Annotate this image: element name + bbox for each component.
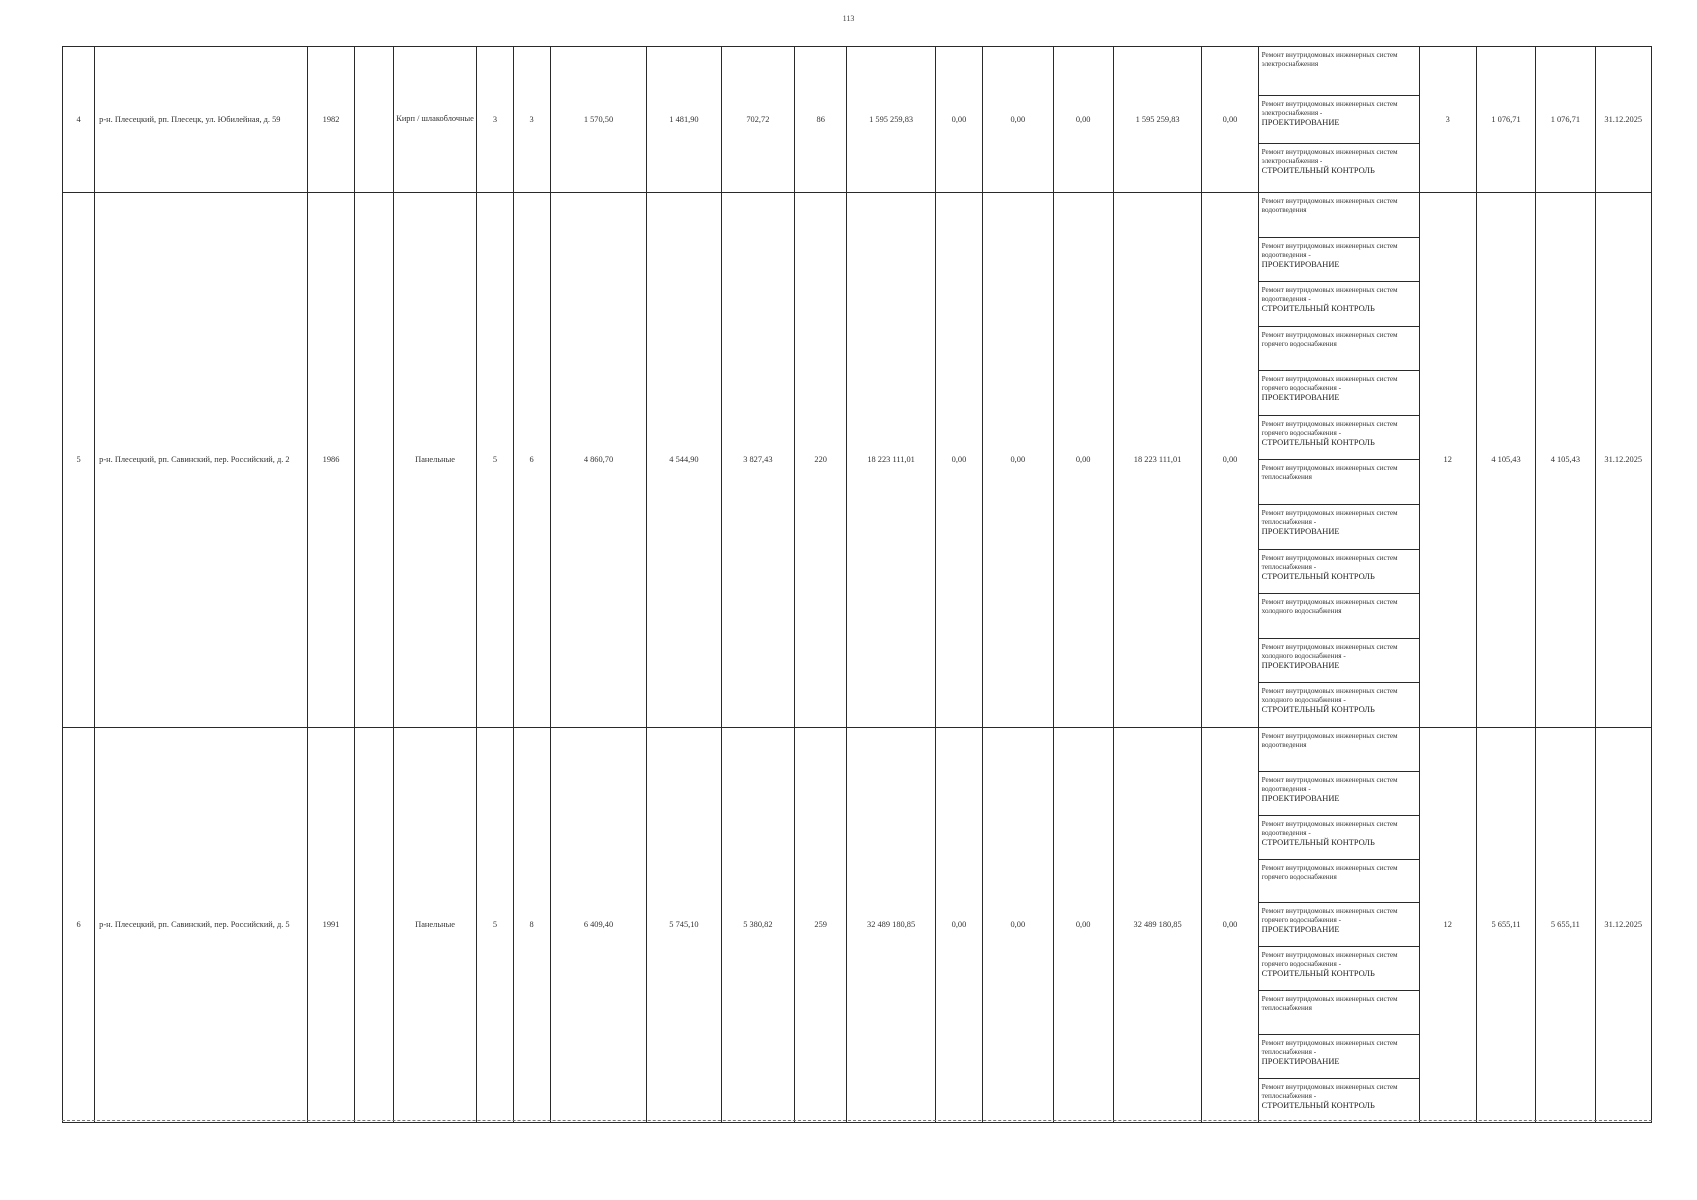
repair-work-text: Ремонт внутридомовых инженерных систем горячего водоснабжения	[1261, 863, 1398, 881]
repair-work-text: Ремонт внутридомовых инженерных систем горячего водоснабжения -	[1261, 951, 1398, 969]
works-count: 12	[1419, 192, 1476, 727]
capital-repair-register-table	[62, 46, 1652, 1123]
repair-work-stage: СТРОИТЕЛЬНЫЙ КОНТРОЛЬ	[1261, 969, 1375, 979]
cost-local: 0,00	[1053, 727, 1113, 1122]
wall-material: Кирп / шлакоблочные	[393, 47, 476, 193]
repair-work-stage: ПРОЕКТИРОВАНИЕ	[1261, 527, 1340, 537]
repair-work-item	[1258, 1035, 1419, 1079]
address: р-н. Плесецкий, рп. Плесецк, ул. Юбилейная, д. 59	[95, 47, 308, 193]
row-number: 5	[63, 192, 95, 727]
table-row	[63, 727, 1652, 771]
repair-work-stage: СТРОИТЕЛЬНЫЙ КОНТРОЛЬ	[1261, 437, 1375, 447]
cost-other: 0,00	[1202, 727, 1258, 1122]
unit-cost-max: 5 655,11	[1536, 727, 1595, 1122]
table-row	[63, 192, 1652, 237]
floors-count: 3	[477, 47, 513, 193]
residents-count: 259	[795, 727, 847, 1122]
repair-work-stage: ПРОЕКТИРОВАНИЕ	[1261, 117, 1340, 127]
repair-work-item	[1258, 683, 1419, 728]
last-repair-year	[354, 192, 393, 727]
repair-work-text: Ремонт внутридомовых инженерных систем горячего водоснабжения -	[1261, 419, 1398, 437]
repair-work-item	[1258, 47, 1419, 96]
table-row	[63, 47, 1652, 96]
row-number: 4	[63, 47, 95, 193]
cost-other: 0,00	[1202, 47, 1258, 193]
last-repair-year	[354, 47, 393, 193]
page-cut-edge	[62, 1120, 1652, 1122]
repair-work-stage: ПРОЕКТИРОВАНИЕ	[1261, 660, 1340, 670]
repair-work-item	[1258, 991, 1419, 1035]
unit-cost-max: 1 076,71	[1536, 47, 1595, 193]
repair-work-item	[1258, 237, 1419, 282]
cost-owners: 1 595 259,83	[1113, 47, 1202, 193]
repair-work-text: Ремонт внутридомовых инженерных систем горячего водоснабжения	[1261, 330, 1398, 348]
repair-work-item	[1258, 727, 1419, 771]
unit-cost: 1 076,71	[1476, 47, 1535, 193]
living-area: 4 544,90	[647, 192, 721, 727]
wall-material: Панельные	[393, 727, 476, 1122]
entrances-count: 3	[513, 47, 550, 193]
construction-year: 1986	[308, 192, 354, 727]
repair-work-item	[1258, 771, 1419, 815]
address: р-н. Плесецкий, рп. Савинский, пер. Российский, д. 2	[95, 192, 308, 727]
repair-work-item	[1258, 549, 1419, 594]
cost-total: 32 489 180,85	[847, 727, 936, 1122]
repair-work-text: Ремонт внутридомовых инженерных систем холодного водоснабжения -	[1261, 642, 1398, 660]
repair-work-text: Ремонт внутридомовых инженерных систем водоотведения -	[1261, 286, 1398, 304]
residents-count: 86	[795, 47, 847, 193]
repair-work-item	[1258, 192, 1419, 237]
cost-local: 0,00	[1053, 192, 1113, 727]
owned-area: 702,72	[721, 47, 794, 193]
repair-work-item	[1258, 505, 1419, 550]
repair-work-text: Ремонт внутридомовых инженерных систем водоотведения -	[1261, 775, 1398, 793]
repair-work-text: Ремонт внутридомовых инженерных систем теплоснабжения -	[1261, 1082, 1398, 1100]
address: р-н. Плесецкий, рп. Савинский, пер. Российский, д. 5	[95, 727, 308, 1122]
cost-fund: 0,00	[935, 47, 982, 193]
repair-work-stage: ПРОЕКТИРОВАНИЕ	[1261, 793, 1340, 803]
wall-material: Панельные	[393, 192, 476, 727]
repair-work-text: Ремонт внутридомовых инженерных систем водоотведения -	[1261, 241, 1398, 259]
repair-work-text: Ремонт внутридомовых инженерных систем электроснабжения -	[1261, 99, 1398, 117]
repair-work-text: Ремонт внутридомовых инженерных систем водоотведения -	[1261, 819, 1398, 837]
deadline-date: 31.12.2025	[1595, 192, 1651, 727]
repair-work-text: Ремонт внутридомовых инженерных систем теплоснабжения	[1261, 464, 1398, 482]
repair-work-stage: СТРОИТЕЛЬНЫЙ КОНТРОЛЬ	[1261, 166, 1375, 176]
residents-count: 220	[795, 192, 847, 727]
cost-region: 0,00	[983, 192, 1053, 727]
unit-cost-max: 4 105,43	[1536, 192, 1595, 727]
living-area: 1 481,90	[647, 47, 721, 193]
total-area: 4 860,70	[550, 192, 647, 727]
repair-work-stage: ПРОЕКТИРОВАНИЕ	[1261, 393, 1340, 403]
row-number: 6	[63, 727, 95, 1122]
repair-work-stage: ПРОЕКТИРОВАНИЕ	[1261, 259, 1340, 269]
owned-area: 5 380,82	[721, 727, 794, 1122]
cost-total: 1 595 259,83	[847, 47, 936, 193]
floors-count: 5	[477, 727, 513, 1122]
repair-work-item	[1258, 282, 1419, 327]
construction-year: 1991	[308, 727, 354, 1122]
repair-work-item	[1258, 947, 1419, 991]
cost-fund: 0,00	[935, 727, 982, 1122]
cost-fund: 0,00	[935, 192, 982, 727]
repair-work-text: Ремонт внутридомовых инженерных систем горячего водоснабжения -	[1261, 907, 1398, 925]
repair-work-stage: ПРОЕКТИРОВАНИЕ	[1261, 1057, 1340, 1067]
repair-work-text: Ремонт внутридомовых инженерных систем электроснабжения	[1261, 51, 1398, 68]
repair-work-item	[1258, 859, 1419, 903]
repair-work-stage: СТРОИТЕЛЬНЫЙ КОНТРОЛЬ	[1261, 304, 1375, 314]
entrances-count: 6	[513, 192, 550, 727]
repair-work-stage: ПРОЕКТИРОВАНИЕ	[1261, 925, 1340, 935]
repair-work-item	[1258, 326, 1419, 371]
repair-work-text: Ремонт внутридомовых инженерных систем холодного водоснабжения -	[1261, 687, 1398, 705]
construction-year: 1982	[308, 47, 354, 193]
repair-work-item	[1258, 903, 1419, 947]
page-number: 113	[842, 14, 855, 23]
floors-count: 5	[477, 192, 513, 727]
total-area: 6 409,40	[550, 727, 647, 1122]
repair-work-text: Ремонт внутридомовых инженерных систем теплоснабжения	[1261, 995, 1398, 1013]
cost-region: 0,00	[983, 47, 1053, 193]
repair-work-text: Ремонт внутридомовых инженерных систем теплоснабжения -	[1261, 553, 1398, 571]
repair-work-stage: СТРОИТЕЛЬНЫЙ КОНТРОЛЬ	[1261, 571, 1375, 581]
total-area: 1 570,50	[550, 47, 647, 193]
cost-owners: 32 489 180,85	[1113, 727, 1202, 1122]
unit-cost: 5 655,11	[1476, 727, 1535, 1122]
cost-local: 0,00	[1053, 47, 1113, 193]
repair-work-item	[1258, 594, 1419, 639]
deadline-date: 31.12.2025	[1595, 727, 1651, 1122]
owned-area: 3 827,43	[721, 192, 794, 727]
works-count: 3	[1419, 47, 1476, 193]
deadline-date: 31.12.2025	[1595, 47, 1651, 193]
cost-total: 18 223 111,01	[847, 192, 936, 727]
repair-work-text: Ремонт внутридомовых инженерных систем водоотведения	[1261, 196, 1398, 214]
repair-work-text: Ремонт внутридомовых инженерных систем водоотведения	[1261, 731, 1398, 749]
cost-owners: 18 223 111,01	[1113, 192, 1202, 727]
repair-work-item	[1258, 371, 1419, 416]
repair-work-item	[1258, 144, 1419, 193]
cost-other: 0,00	[1202, 192, 1258, 727]
repair-work-item	[1258, 638, 1419, 683]
repair-work-text: Ремонт внутридомовых инженерных систем холодного водоснабжения	[1261, 598, 1398, 616]
repair-work-text: Ремонт внутридомовых инженерных систем теплоснабжения -	[1261, 509, 1398, 527]
repair-work-stage: СТРОИТЕЛЬНЫЙ КОНТРОЛЬ	[1261, 1100, 1375, 1110]
unit-cost: 4 105,43	[1476, 192, 1535, 727]
repair-work-text: Ремонт внутридомовых инженерных систем теплоснабжения -	[1261, 1039, 1398, 1057]
repair-work-text: Ремонт внутридомовых инженерных систем горячего водоснабжения -	[1261, 375, 1398, 393]
repair-work-item	[1258, 1078, 1419, 1122]
repair-work-item	[1258, 815, 1419, 859]
repair-work-item	[1258, 95, 1419, 144]
entrances-count: 8	[513, 727, 550, 1122]
repair-work-item	[1258, 460, 1419, 505]
cost-region: 0,00	[983, 727, 1053, 1122]
living-area: 5 745,10	[647, 727, 721, 1122]
repair-work-text: Ремонт внутридомовых инженерных систем электроснабжения -	[1261, 148, 1398, 166]
repair-work-stage: СТРОИТЕЛЬНЫЙ КОНТРОЛЬ	[1261, 837, 1375, 847]
repair-work-stage: СТРОИТЕЛЬНЫЙ КОНТРОЛЬ	[1261, 705, 1375, 715]
works-count: 12	[1419, 727, 1476, 1122]
last-repair-year	[354, 727, 393, 1122]
repair-work-item	[1258, 415, 1419, 460]
